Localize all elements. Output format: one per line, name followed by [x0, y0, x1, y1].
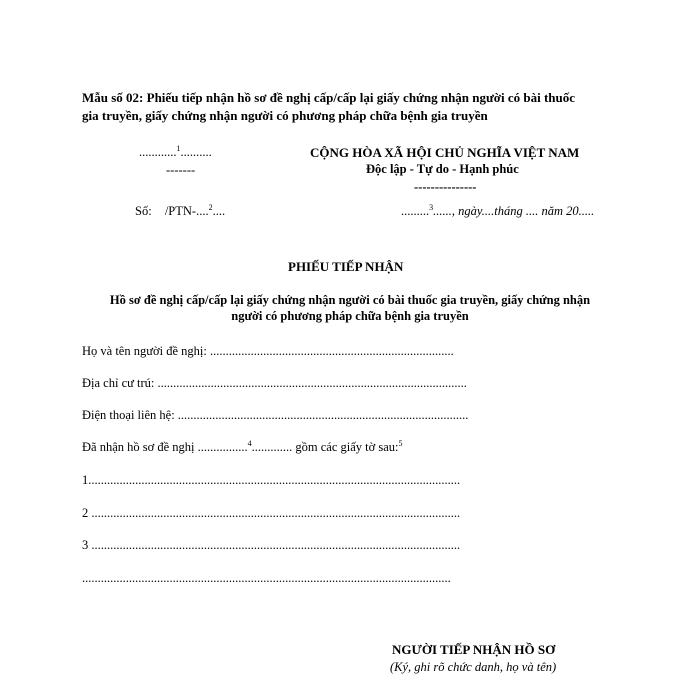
document-item-1: 1.......................................................................................................................	[82, 473, 461, 487]
received-field	[82, 440, 402, 455]
doc-number-post: ....	[212, 204, 226, 218]
org-name-pre: ............	[139, 145, 177, 159]
org-dash: -------	[166, 163, 196, 177]
doc-subtitle-line2: người có phương pháp chữa bệnh gia truyền	[231, 309, 469, 323]
footnote-2: 2	[208, 202, 213, 212]
phone-field: Điện thoại liên hệ: .............................................................................................	[82, 408, 469, 422]
doc-number-label: Số:	[135, 204, 152, 218]
applicant-name-field: Họ và tên người đề nghị: ..............................................................................	[82, 344, 454, 358]
document-item-4: ......................................................................................................................	[82, 571, 451, 585]
form-title	[82, 90, 575, 124]
doc-number-pre: /PTN-....	[164, 204, 209, 218]
place-date-pre: .........	[401, 204, 430, 218]
address-field: Địa chỉ cư trú: ...................................................................................................	[82, 376, 467, 390]
received-post: ............. gồm các giấy tờ sau:	[251, 440, 399, 454]
receiver-title: NGƯỜI TIẾP NHẬN HỒ SƠ	[392, 642, 556, 657]
form-title-line1: Mẫu số 02: Phiếu tiếp nhận hồ sơ đề nghị cấp/cấp lại giấy chứng nhận người có bài thuốc	[82, 90, 576, 105]
place-date	[401, 204, 594, 219]
received-pre: Đã nhận hồ sơ đề nghị ................	[82, 440, 248, 454]
document-item-2: 2 ......................................................................................................................	[82, 506, 461, 520]
doc-number	[135, 204, 225, 219]
doc-title: PHIẾU TIẾP NHẬN	[288, 259, 404, 274]
org-name-post: ..........	[180, 145, 212, 159]
footnote-4: 4	[247, 438, 252, 448]
doc-subtitle	[60, 293, 640, 324]
motto: Độc lập - Tự do - Hạnh phúc	[366, 162, 519, 176]
place-date-post: ......, ngày....tháng .... năm 20.....	[433, 204, 595, 218]
form-title-line2: gia truyền, giấy chứng nhận người có phương pháp chữa bệnh gia truyền	[82, 108, 488, 123]
footnote-1: 1	[176, 143, 181, 153]
document-item-3: 3 ......................................................................................................................	[82, 538, 461, 552]
footnote-3: 3	[429, 202, 434, 212]
doc-subtitle-line1: Hồ sơ đề nghị cấp/cấp lại giấy chứng nhận người có bài thuốc gia truyền, giấy chứng nhận	[109, 293, 591, 307]
org-name	[139, 145, 212, 160]
motto-dash: ---------------	[414, 180, 477, 194]
footnote-5: 5	[398, 438, 403, 448]
receiver-note: (Ký, ghi rõ chức danh, họ và tên)	[390, 660, 557, 674]
country-name: CỘNG HÒA XÃ HỘI CHỦ NGHĨA VIỆT NAM	[310, 145, 580, 160]
